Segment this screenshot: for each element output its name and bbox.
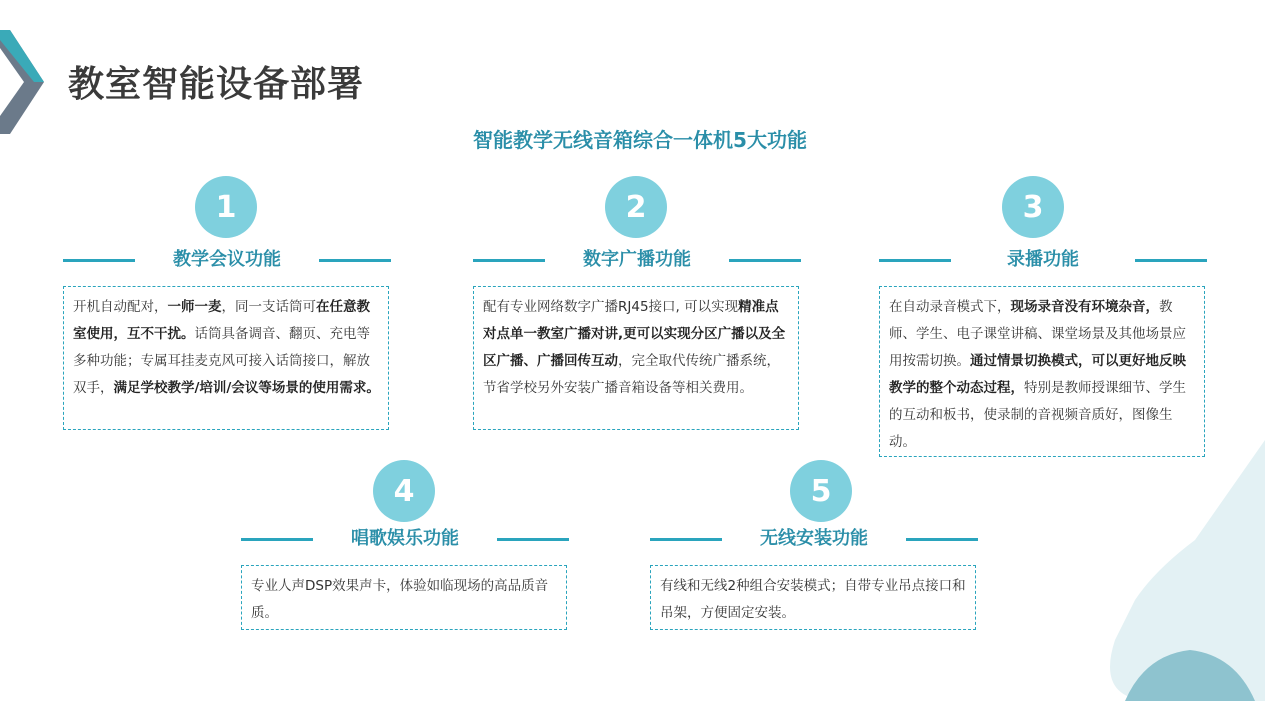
description-text: 话筒具备调音、翻页、充电等多种功能；专属耳挂麦克风可接入话筒接口，解放双手，	[73, 326, 370, 396]
description-emphasis: 现场录音没有环境杂音，	[1010, 299, 1159, 315]
feature-number-badge: 2	[605, 176, 667, 238]
description-text: 开机自动配对，	[73, 299, 168, 315]
feature-number-badge: 4	[373, 460, 435, 522]
feature-number-badge: 3	[1002, 176, 1064, 238]
description-emphasis: 在任意教室使用，互不干扰。	[73, 299, 370, 342]
description-text: 配有专业网络数字广播RJ45接口, 可以实现	[483, 299, 739, 315]
feature-title: 数字广播功能	[583, 249, 691, 270]
feature-description-box	[241, 565, 567, 630]
description-text: 特别是教师授课细节、学生的互动和板书，使录制的音视频音质好，图像生动。	[889, 380, 1186, 450]
feature-number-badge: 5	[790, 460, 852, 522]
feature-heading	[650, 524, 978, 554]
feature-description-box	[473, 286, 799, 430]
description-emphasis: 满足学校教学/培训/会议等场景的使用需求。	[113, 380, 380, 396]
description-emphasis: 通过情景切换模式，可以更好地反映教学的整个动态过程，	[889, 353, 1186, 396]
divider-line	[906, 538, 978, 541]
description-text: 有线和无线2种组合安装模式；自带专业吊点接口和吊架，方便固定安装。	[660, 578, 966, 621]
divider-line	[729, 259, 801, 262]
feature-title: 唱歌娱乐功能	[351, 528, 459, 549]
background-shape-decoration	[1095, 420, 1265, 701]
description-emphasis: 一师一麦	[167, 299, 222, 315]
divider-line	[497, 538, 569, 541]
feature-heading	[473, 245, 801, 275]
page-title: 教室智能设备部署	[68, 64, 365, 105]
feature-number-badge: 1	[195, 176, 257, 238]
page-subtitle: 智能教学无线音箱综合一体机5大功能	[473, 128, 807, 152]
feature-heading	[241, 524, 569, 554]
feature-title: 无线安装功能	[760, 528, 868, 549]
description-text: 专业人声DSP效果声卡，体验如临现场的高品质音质。	[251, 578, 549, 621]
divider-line	[319, 259, 391, 262]
feature-title: 教学会议功能	[173, 249, 281, 270]
feature-description-box	[63, 286, 389, 430]
description-text: ，完全取代传统广播系统，节省学校另外安装广播音箱设备等相关费用。	[483, 353, 780, 396]
divider-line	[1135, 259, 1207, 262]
description-text: ，同一支话筒可	[221, 299, 316, 315]
corner-chevron-decoration	[0, 30, 48, 134]
feature-title: 录播功能	[1007, 249, 1079, 270]
description-text: 在自动录音模式下，	[889, 299, 1011, 315]
description-text: 教师、学生、电子课堂讲稿、课堂场景及其他场景应用按需切换。	[889, 299, 1186, 369]
feature-description-box	[650, 565, 976, 630]
feature-heading	[879, 245, 1207, 275]
feature-heading	[63, 245, 391, 275]
description-emphasis: 精准点对点单一教室广播对讲,更可以实现分区广播以及全区广播、广播回传互动	[483, 299, 786, 369]
feature-description-box	[879, 286, 1205, 457]
